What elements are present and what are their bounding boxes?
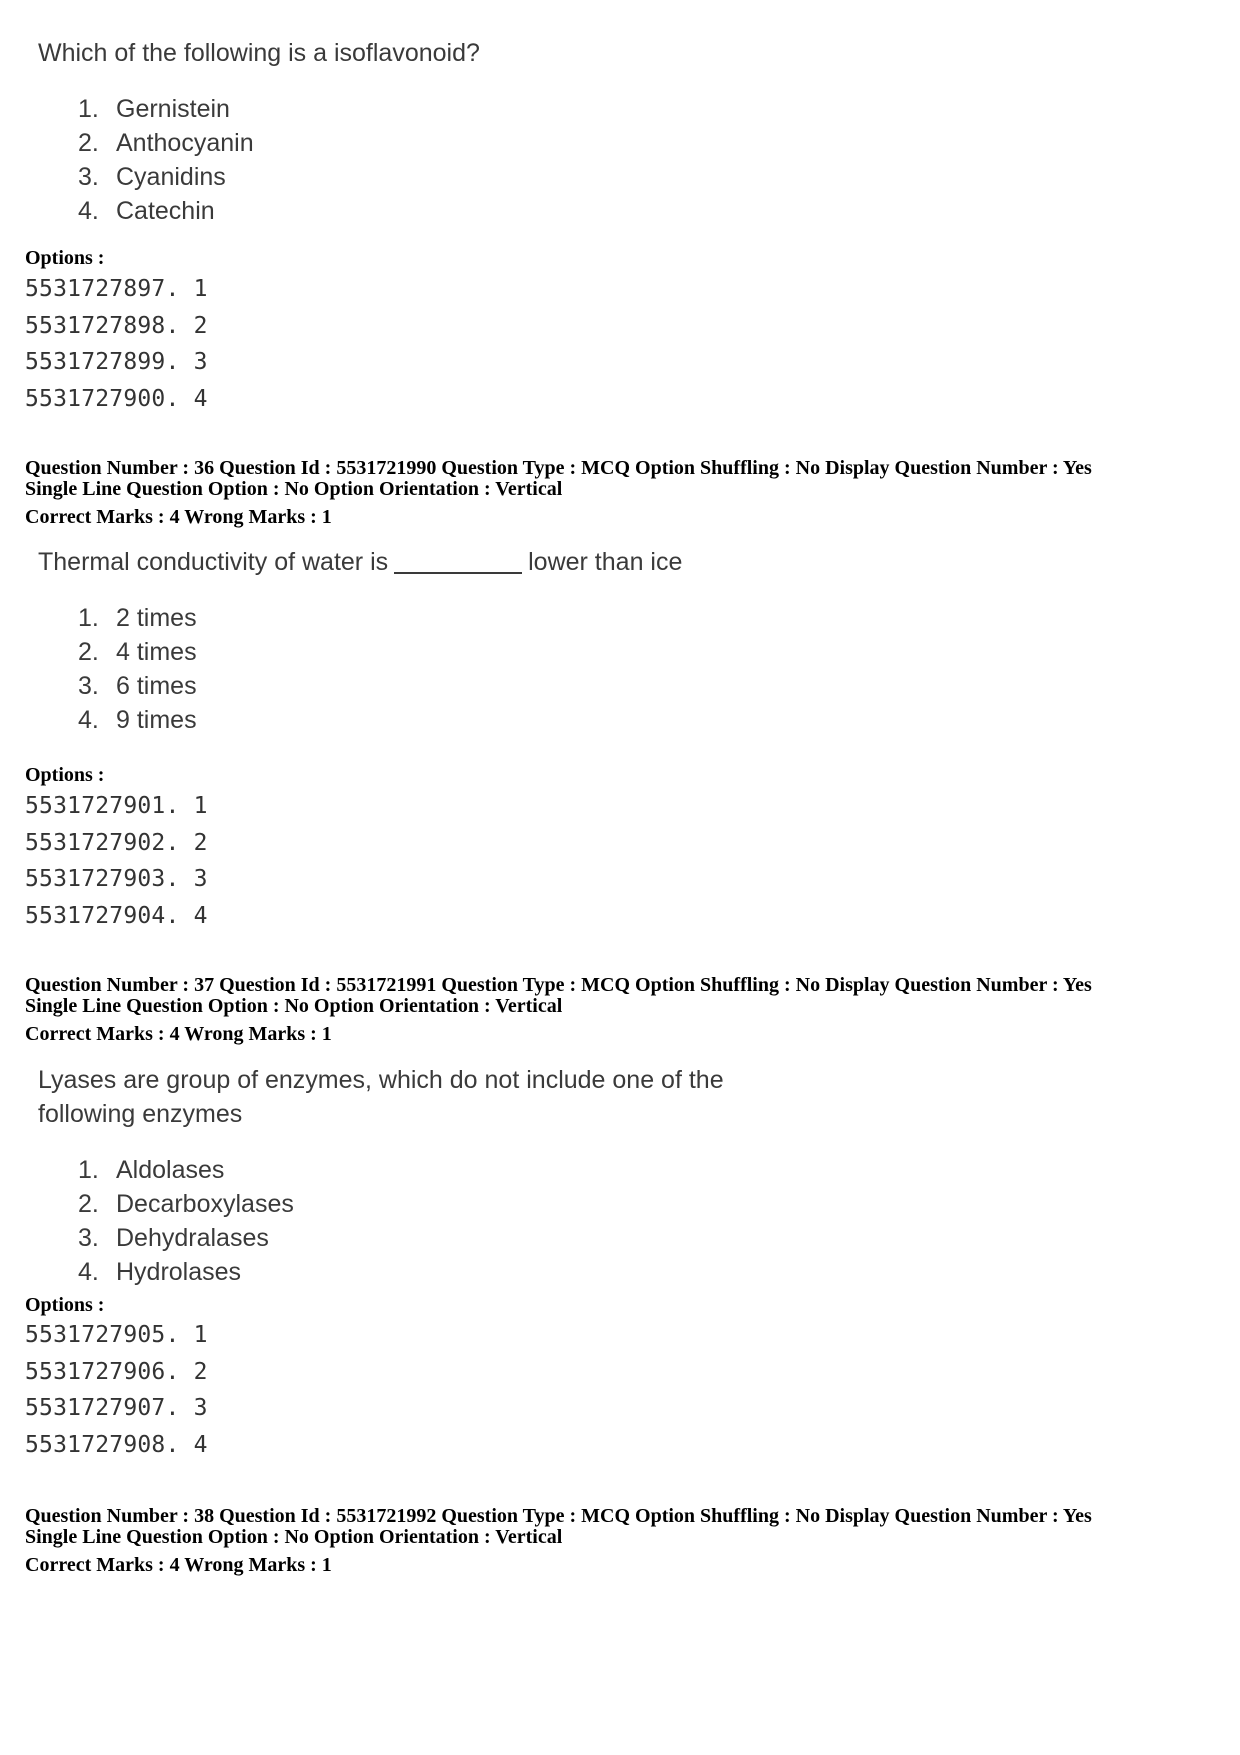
question-36-meta-line1: Question Number : 36 Question Id : 5531721990 Question Type : MCQ Option Shuffling : No Display Question Number : Yes — [25, 457, 1092, 479]
question-38-meta-line2: Single Line Question Option : No Option Orientation : Vertical — [25, 1526, 563, 1548]
choice-item: 2. Anthocyanin — [78, 129, 254, 157]
choice-item: 3. 6 times — [78, 672, 197, 700]
option-id: 5531727897. 1 — [25, 276, 208, 302]
options-label: Options : — [25, 1294, 105, 1316]
question-35-text: Which of the following is a isoflavonoid? — [38, 39, 480, 67]
option-id: 5531727908. 4 — [25, 1432, 208, 1458]
option-id: 5531727898. 2 — [25, 313, 208, 339]
choice-item: 2. 4 times — [78, 638, 197, 666]
question-37-meta-line2: Single Line Question Option : No Option Orientation : Vertical — [25, 995, 563, 1017]
question-37-text: Lyases are group of enzymes, which do not include one of the following enzymes — [38, 1066, 724, 1128]
choice-item: 2. Decarboxylases — [78, 1190, 294, 1218]
question-36-marks: Correct Marks : 4 Wrong Marks : 1 — [25, 506, 332, 528]
question-37-marks: Correct Marks : 4 Wrong Marks : 1 — [25, 1023, 332, 1045]
question-37-meta-line1: Question Number : 37 Question Id : 5531721991 Question Type : MCQ Option Shuffling : No Display Question Number : Yes — [25, 974, 1092, 996]
option-id: 5531727906. 2 — [25, 1359, 208, 1385]
options-label: Options : — [25, 764, 105, 786]
question-37-choices — [78, 1153, 294, 1289]
answer-blank — [394, 572, 522, 574]
choice-item: 4. Catechin — [78, 197, 215, 225]
choice-item: 1. Gernistein — [78, 95, 230, 123]
choice-item: 4. 9 times — [78, 706, 197, 734]
options-label: Options : — [25, 247, 105, 269]
choice-item: 1. 2 times — [78, 604, 197, 632]
choice-item: 3. Dehydralases — [78, 1224, 269, 1252]
question-38-meta-line1: Question Number : 38 Question Id : 5531721992 Question Type : MCQ Option Shuffling : No Display Question Number : Yes — [25, 1505, 1092, 1527]
option-id: 5531727907. 3 — [25, 1395, 208, 1421]
option-id: 5531727901. 1 — [25, 793, 208, 819]
option-id: 5531727899. 3 — [25, 349, 208, 375]
option-id: 5531727903. 3 — [25, 866, 208, 892]
question-38-marks: Correct Marks : 4 Wrong Marks : 1 — [25, 1554, 332, 1576]
question-35-choices — [78, 92, 254, 228]
question-35-image — [38, 36, 838, 236]
option-id: 5531727900. 4 — [25, 386, 208, 412]
question-36-meta-line2: Single Line Question Option : No Option Orientation : Vertical — [25, 478, 563, 500]
question-36-choices — [78, 601, 197, 737]
question-37-image — [38, 1063, 838, 1303]
choice-item: 1. Aldolases — [78, 1156, 225, 1184]
option-id: 5531727902. 2 — [25, 830, 208, 856]
option-id: 5531727905. 1 — [25, 1322, 208, 1348]
question-36-text: Thermal conductivity of water is lower than ice — [38, 548, 683, 576]
option-id: 5531727904. 4 — [25, 903, 208, 929]
choice-item: 4. Hydrolases — [78, 1258, 242, 1286]
choice-item: 3. Cyanidins — [78, 163, 226, 191]
question-36-image — [38, 545, 838, 745]
